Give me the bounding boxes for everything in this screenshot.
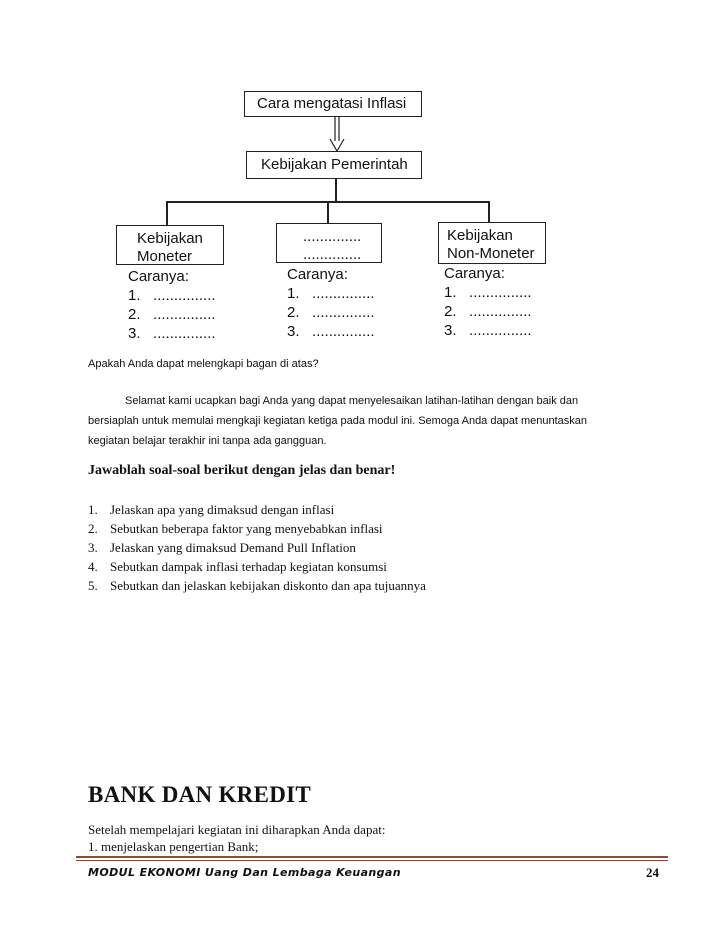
question-text: Sebutkan dan jelaskan kebijakan diskonto dan apa tujuannya [110,578,426,593]
paragraph [88,391,648,451]
list-number: 1. [128,287,141,304]
box-line: Non-Moneter [447,245,535,262]
list-number: 3. [444,322,457,339]
blank-dots: ............... [469,322,532,339]
box-label: Cara mengatasi Inflasi [257,95,407,112]
blank-dots: ............... [153,287,216,304]
footer-rule-thick [76,856,668,858]
caranya-label: Caranya: [444,265,505,282]
blank-dots: ............... [469,284,532,301]
caranya-label: Caranya: [287,266,348,283]
connector-left [166,201,168,225]
section-title: BANK DAN KREDIT [88,782,312,807]
question-text: Sebutkan beberapa faktor yang menyebabkan inflasi [110,521,383,536]
section-item-1: 1. menjelaskan pengertian Bank; [88,839,259,854]
page-number: 24 [646,865,659,880]
question-number: 2. [88,521,98,536]
list-item [88,576,426,595]
list-number: 3. [287,323,300,340]
list-item [88,538,426,557]
question-number: 4. [88,559,98,574]
box-cara-mengatasi-inflasi [244,91,422,117]
connector-vertical-main [335,179,337,201]
list-item [88,500,426,519]
blank-dots: ............... [153,306,216,323]
question-text: Jelaskan apa yang dimaksud dengan inflasi [110,502,335,517]
section-intro: Setelah mempelajari kegiatan ini diharapkan Anda dapat: [88,822,386,837]
box-line: Moneter [137,248,193,265]
instruction-heading: Jawablah soal-soal berikut dengan jelas dan benar! [88,463,396,478]
list-item [88,557,426,576]
question-number: 5. [88,578,98,593]
question-number: 3. [88,540,98,555]
list-item [88,519,426,538]
down-arrow-icon [325,117,349,153]
box-line: Kebijakan [447,227,513,244]
paragraph-line: kegiatan belajar terakhir ini tanpa ada gangguan. [88,435,327,447]
paragraph-line: Selamat kami ucapkan bagi Anda yang dapat menyelesaikan latihan-latihan dengan baik dan [125,395,579,407]
question-list [88,500,426,595]
caranya-label: Caranya: [128,268,189,285]
question-number: 1. [88,502,98,517]
box-line: Kebijakan [137,230,203,247]
box-kebijakan-pemerintah [246,151,422,179]
question-text: Jelaskan yang dimaksud Demand Pull Inflation [110,540,356,555]
box-kebijakan-moneter [116,225,224,265]
list-number: 1. [287,285,300,302]
blank-dots: ............... [312,323,375,340]
question-text: Sebutkan dampak inflasi terhadap kegiatan konsumsi [110,559,387,574]
list-number: 2. [128,306,141,323]
question-intro: Apakah Anda dapat melengkapi bagan di atas? [88,358,319,370]
box-blank-policy [276,223,382,263]
paragraph-line: bersiaplah untuk memulai mengkaji kegiatan ketiga pada modul ini. Semoga Anda dapat menuntaskan [88,415,587,427]
list-number: 2. [444,303,457,320]
box-line: .............. [303,228,362,245]
blank-dots: ............... [312,304,375,321]
footer-title: MODUL EKONOMI Uang Dan Lembaga Keuangan [88,866,401,879]
branch-non-moneter-list [444,264,532,340]
blank-dots: ............... [153,325,216,342]
blank-dots: ............... [469,303,532,320]
connector-right [488,201,490,223]
box-kebijakan-non-moneter [438,222,546,264]
list-number: 3. [128,325,141,342]
blank-dots: ............... [312,285,375,302]
box-line: .............. [303,246,362,263]
list-number: 1. [444,284,457,301]
footer-rule-thin [76,860,668,861]
branch-blank-list [287,265,375,341]
box-label: Kebijakan Pemerintah [261,156,408,173]
branch-moneter-list [128,267,216,343]
connector-middle [327,201,329,223]
list-number: 2. [287,304,300,321]
